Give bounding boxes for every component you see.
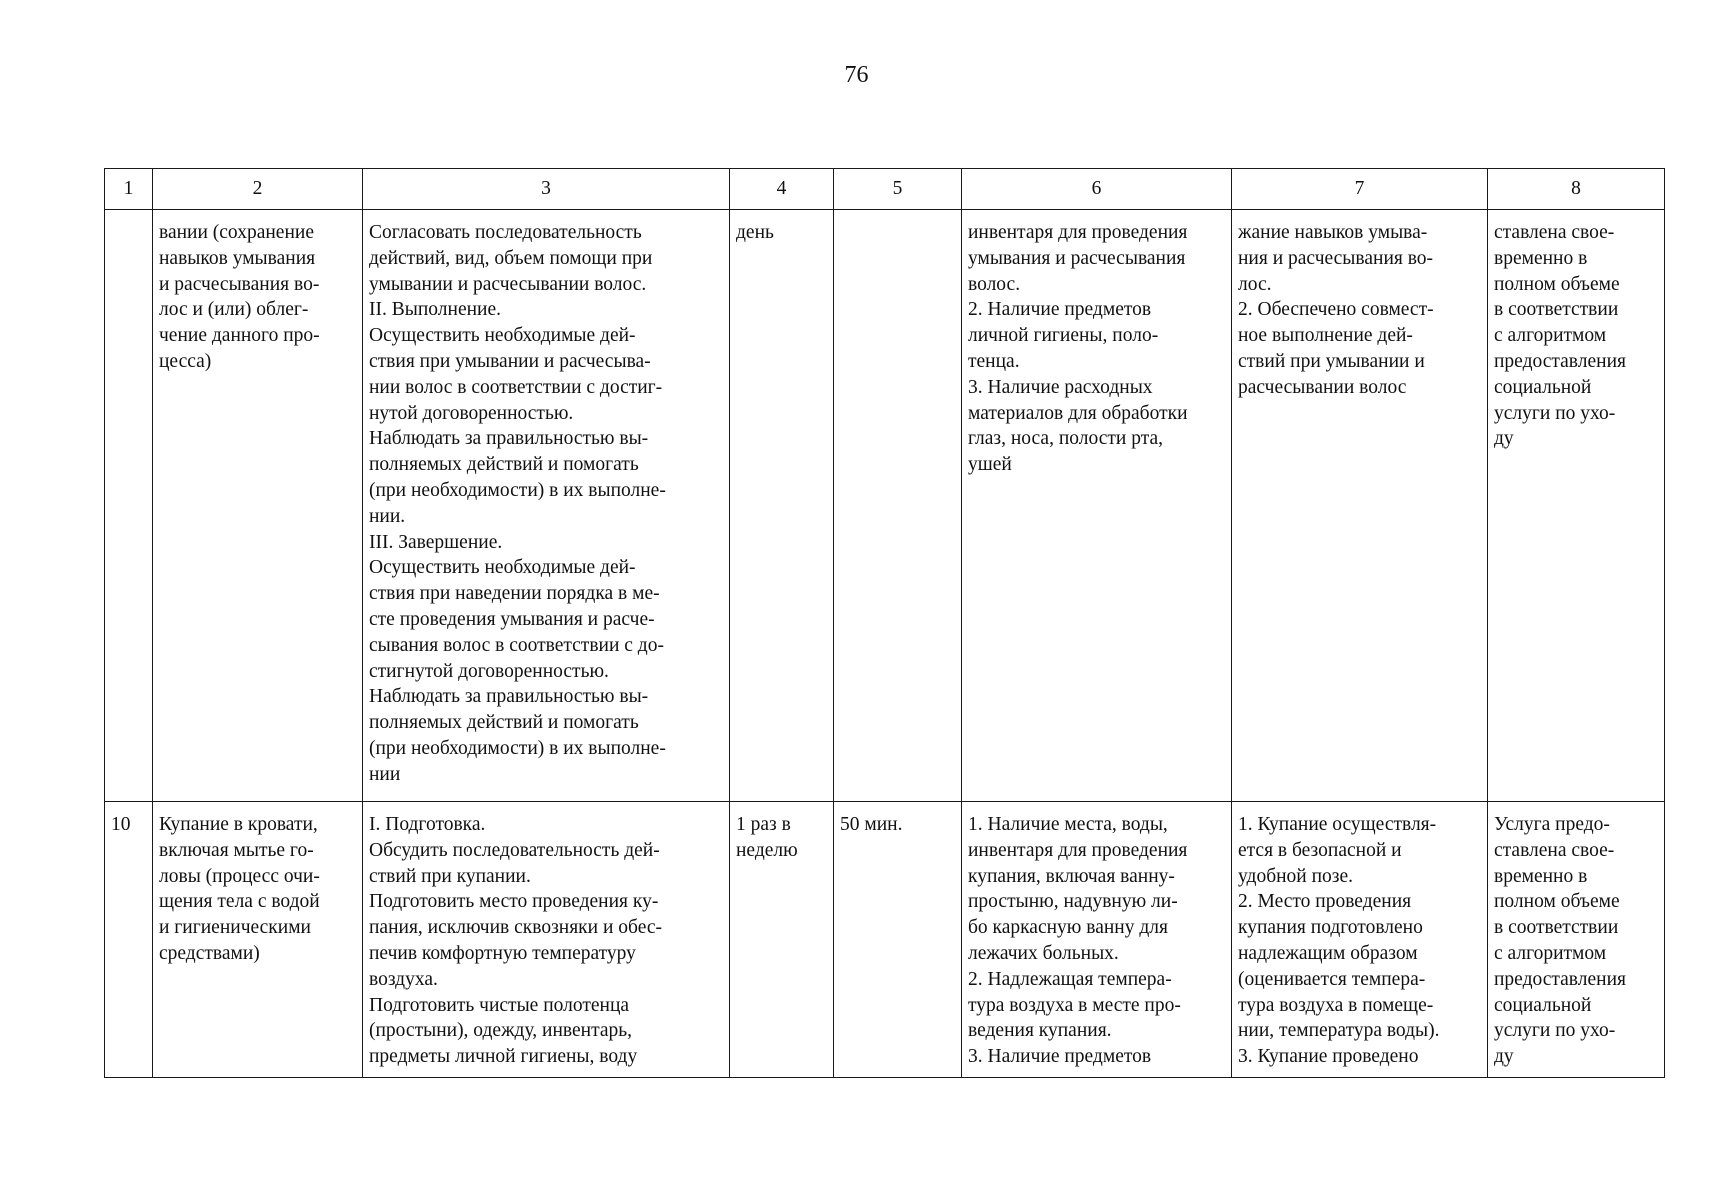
table-header-row (105, 169, 1665, 210)
column-header: 5 (834, 169, 962, 210)
column-header: 1 (105, 169, 153, 210)
conditions-cell: 1. Наличие места, воды, инвентаря для проведения купания, включая ванну- простыню, надувную ли- бо каркасную ванну для лежачих больных. 2. Надлежащая темпера- тура воздуха в месте про- ведения купания. 3. Наличие предметов (962, 802, 1232, 1078)
column-header: 7 (1232, 169, 1488, 210)
service-name-cell: вании (сохранение навыков умывания и расчесывания во- лос и (или) облег- чение данного про- цесса) (153, 210, 363, 802)
evaluation-cell: ставлена свое- временно в полном объеме в соответствии с алгоритмом предоставления социальной услуги по ухо- ду (1488, 210, 1665, 802)
services-table (104, 168, 1665, 1078)
conditions-cell: инвентаря для проведения умывания и расчесывания волос. 2. Наличие предметов личной гигиены, поло- тенца. 3. Наличие расходных материалов для обработки глаз, носа, полости рта, ушей (962, 210, 1232, 802)
page-number: 76 (844, 62, 869, 88)
column-header: 8 (1488, 169, 1665, 210)
row-number-cell: 10 (105, 802, 153, 1078)
service-description-cell: Согласовать последовательность действий, вид, объем помощи при умывании и расчесывании волос. II. Выполнение. Осуществить необходимые дей- ствия при умывании и расчесыва- нии волос в соответствии с достиг- нутой договоренностью. Наблюдать за правильностью вы- полняемых действий и помогать (при необходимости) в их выполне- нии. III. Завершение. Осуществить необходимые дей- ствия при наведении порядка в ме- сте проведения умывания и расче- сывания волос в соответствии с до- стигнутой договоренностью. Наблюдать за правильностью вы- полняемых действий и помогать (при необходимости) в их выполне- нии (363, 210, 730, 802)
frequency-cell: 1 раз в неделю (730, 802, 834, 1078)
table-row (105, 802, 1665, 1078)
table-row (105, 210, 1665, 802)
service-name-cell: Купание в кровати, включая мытье го- ловы (процесс очи- щения тела с водой и гигиеническими средствами) (153, 802, 363, 1078)
frequency-cell: день (730, 210, 834, 802)
row-number-cell (105, 210, 153, 802)
duration-cell (834, 210, 962, 802)
column-header: 6 (962, 169, 1232, 210)
duration-cell: 50 мин. (834, 802, 962, 1078)
column-header: 2 (153, 169, 363, 210)
column-header: 4 (730, 169, 834, 210)
evaluation-cell: Услуга предо- ставлена свое- временно в полном объеме в соответствии с алгоритмом предоставления социальной услуги по ухо- ду (1488, 802, 1665, 1078)
column-header: 3 (363, 169, 730, 210)
quality-indicators-cell: жание навыков умыва- ния и расчесывания во- лос. 2. Обеспечено совмест- ное выполнение дей- ствий при умывании и расчесывании волос (1232, 210, 1488, 802)
quality-indicators-cell: 1. Купание осуществля- ется в безопасной и удобной позе. 2. Место проведения купания подготовлено надлежащим образом (оценивается темпера- тура воздуха в помеще- нии, температура воды). 3. Купание проведено (1232, 802, 1488, 1078)
service-description-cell: I. Подготовка. Обсудить последовательность дей- ствий при купании. Подготовить место проведения ку- пания, исключив сквозняки и обес- печив комфортную температуру воздуха. Подготовить чистые полотенца (простыни), одежду, инвентарь, предметы личной гигиены, воду (363, 802, 730, 1078)
